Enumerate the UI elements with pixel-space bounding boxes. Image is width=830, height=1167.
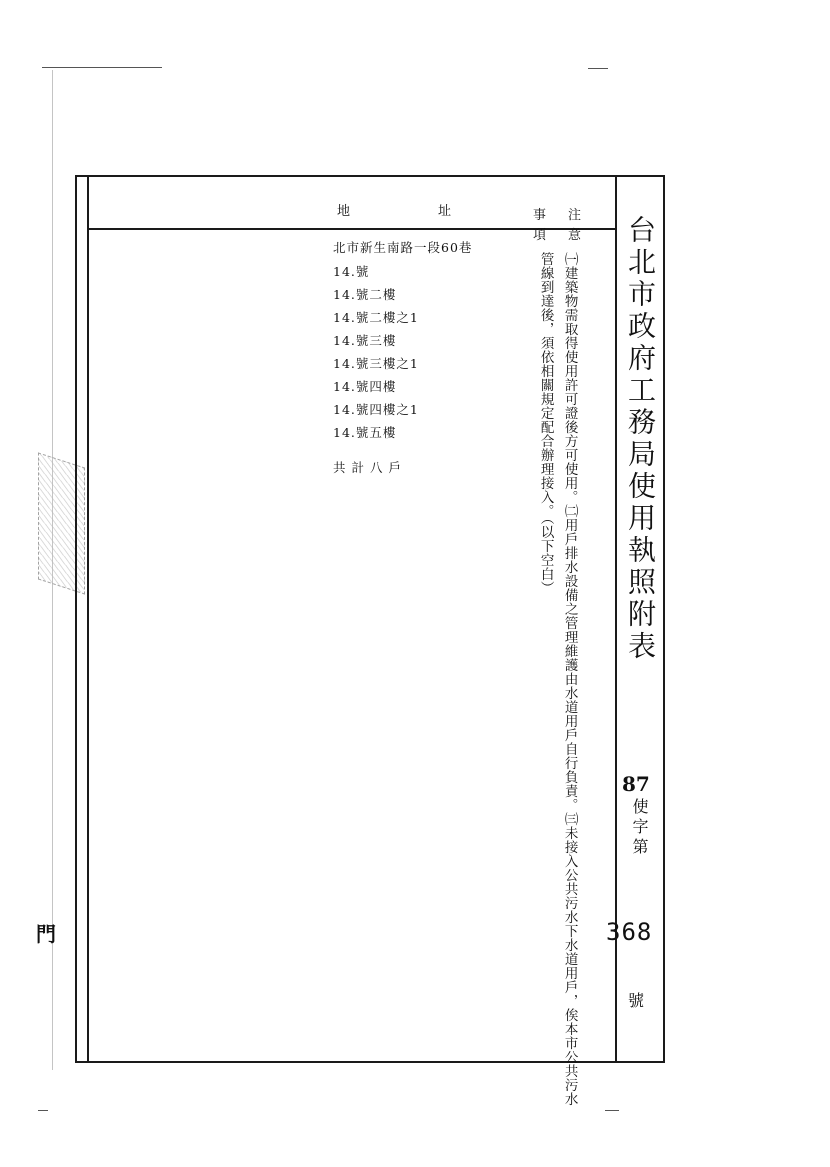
margin-glyph: 門 bbox=[36, 922, 56, 946]
address-line: 14.號 bbox=[333, 264, 370, 279]
inner-left-border bbox=[87, 176, 89, 1062]
notes-line-1: ㈠建築物需取得使用許可證後方可使用。㈡用戶排水設備之管理維護由水道用戶自行負責。㈢未接入公共污水下水道用戶，俟本市公共污水 bbox=[561, 252, 578, 1106]
scan-line-bottom-left bbox=[38, 1110, 48, 1111]
header-notes-xiang: 項 bbox=[533, 228, 548, 243]
scan-line-bottom-right bbox=[605, 1110, 619, 1111]
permit-label: 使字第 bbox=[630, 798, 649, 858]
address-line: 14.號四樓 bbox=[333, 379, 397, 394]
total-households: 共計八戶 bbox=[333, 460, 408, 475]
address-line: 14.號五樓 bbox=[333, 425, 397, 440]
address-line: 14.號四樓之1 bbox=[333, 402, 419, 417]
scan-line-top bbox=[42, 67, 162, 68]
address-line: 14.號二樓之1 bbox=[333, 310, 419, 325]
permit-suffix: 號 bbox=[628, 991, 645, 1010]
permit-number: 368 bbox=[606, 918, 653, 946]
header-notes-yi: 意 bbox=[568, 228, 583, 243]
header-address-1: 地 bbox=[337, 204, 352, 219]
address-line: 北市新生南路一段60巷 bbox=[333, 240, 473, 255]
notes-line-2: 管線到達後，須依相關規定配合辦理接入。（以下空白） bbox=[537, 252, 554, 596]
address-line: 14.號三樓 bbox=[333, 333, 397, 348]
header-notes-shi: 事 bbox=[533, 208, 548, 223]
header-notes-zhu: 注 bbox=[568, 208, 583, 223]
address-line: 14.號三樓之1 bbox=[333, 356, 419, 371]
permit-year: 87 bbox=[622, 772, 650, 796]
scan-line-top-right bbox=[588, 68, 608, 69]
page-title: 台北市政府工務局使用執照附表 bbox=[624, 215, 657, 663]
address-line: 14.號二樓 bbox=[333, 287, 397, 302]
header-address-2: 址 bbox=[438, 204, 453, 219]
